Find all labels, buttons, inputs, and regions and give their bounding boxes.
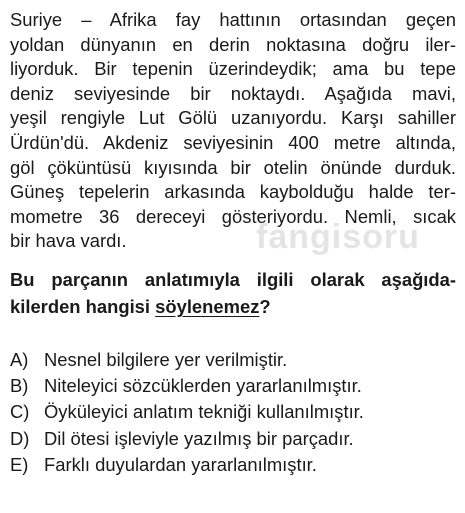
option-b[interactable] [10,373,456,399]
option-d[interactable] [10,426,456,452]
question-page [10,8,456,478]
passage-line: liyorduk. Bir tepenin üzerindeydik; ama bu tepe [10,58,456,80]
passage-line: göl çöküntüsü kıyısında bir otelin önünde durduk. [10,156,456,178]
passage-line: yoldan dünyanın en derin noktasına doğru iler- [10,33,456,55]
option-letter: A) [10,348,29,370]
option-a[interactable] [10,347,456,373]
option-e[interactable] [10,452,456,478]
passage-line: Ürdün'dü. Akdeniz seviyesinin 400 metre altında, [10,131,456,153]
passage-line: Suriye – Afrika fay hattının ortasından geçen [10,9,456,30]
question-mark: ? [259,295,271,317]
watermark: fangisoru [256,218,420,256]
passage [10,8,456,254]
question-line: Bu parçanın anlatımıyla ilgili olarak aşağıda- [10,268,456,290]
question-line [10,293,456,320]
passage-line: deniz seviyesinde bir noktaydı. Aşağıda mavi, [10,82,456,104]
option-letter: B) [10,375,29,397]
option-letter: E) [10,453,29,475]
option-c[interactable] [10,399,456,425]
passage-line: yeşil rengiyle Lut Gölü uzanıyordu. Karşı sahiller [10,107,456,129]
passage-line: mometre 36 dereceyi gösteriyordu. Nemli, sıcak [10,205,456,227]
answer-options [10,347,456,478]
question-text: kilerden hangisi [10,295,156,317]
negative-keyword: söylenemez [155,295,260,317]
option-text: Niteleyici sözcüklerden yararlanılmıştır. [44,375,362,397]
option-text: Nesnel bilgilere yer verilmiştir. [44,348,288,370]
passage-line: bir hava vardı. [10,230,127,252]
option-letter: D) [10,427,30,449]
option-text: Farklı duyulardan yararlanılmıştır. [44,453,317,475]
option-text: Dil ötesi işleviyle yazılmış bir parçadır. [44,427,354,449]
option-letter: C) [10,401,30,423]
question-stem [10,266,456,320]
passage-line: Güneş tepelerin arkasında kaybolduğu halde ter- [10,181,456,203]
option-text: Öyküleyici anlatım tekniği kullanılmıştır. [44,401,364,423]
